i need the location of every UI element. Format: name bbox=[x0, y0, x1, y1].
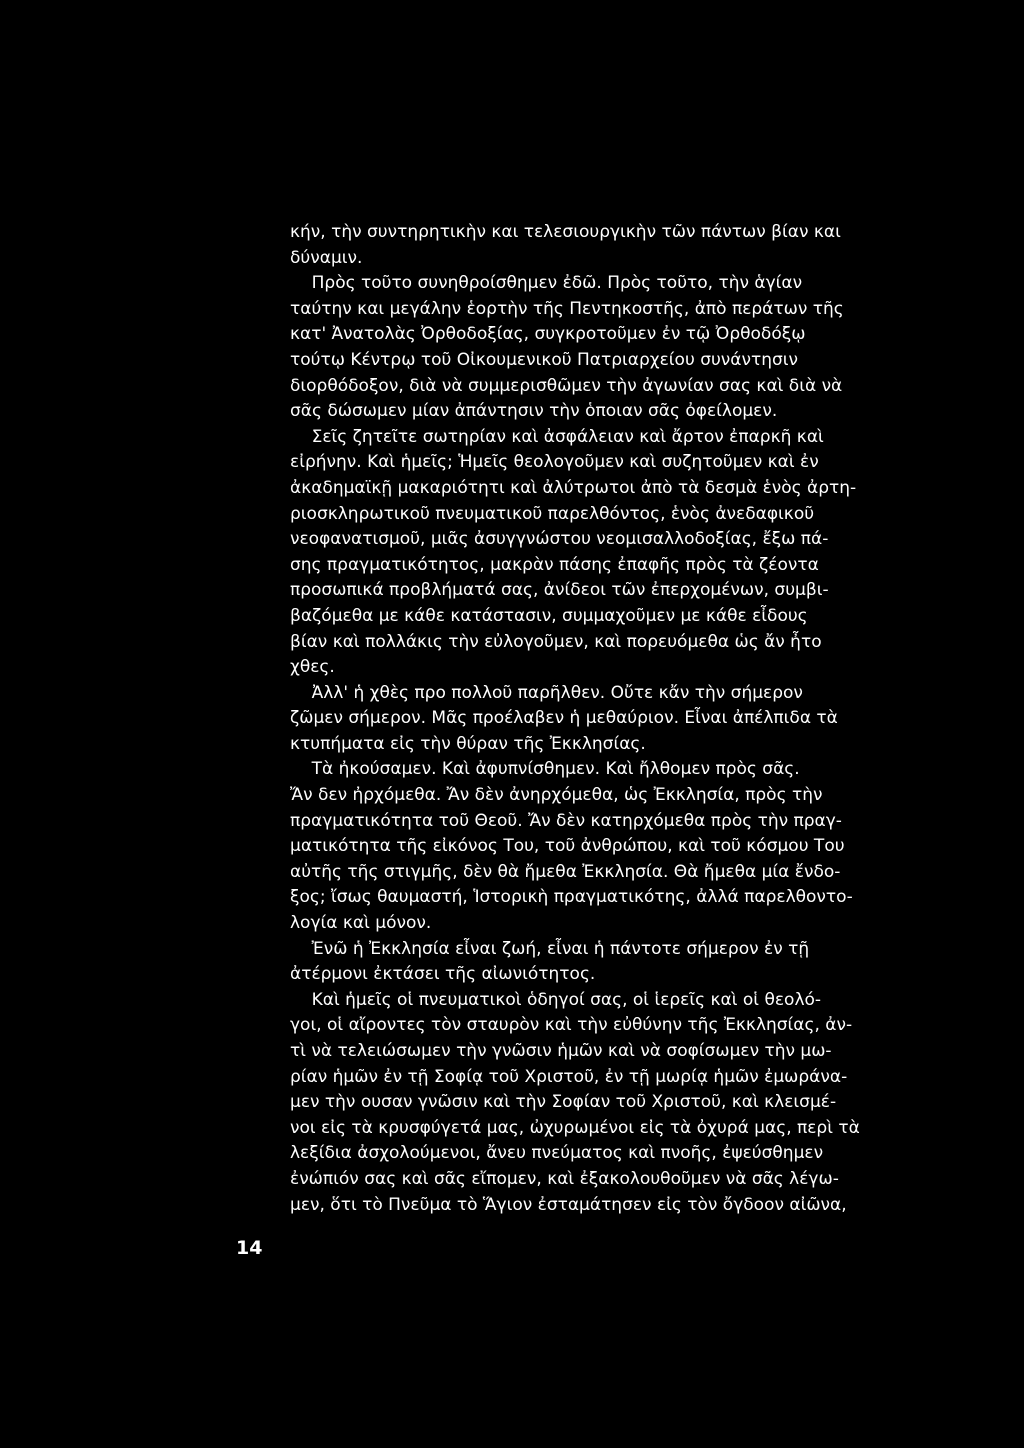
body-text bbox=[290, 220, 900, 1218]
text-line: κατ' Ἀνατολὰς Ὀρθοδοξίας, συγκροτοῦμεν ἐν τῷ Ὀρθοδόξῳ bbox=[290, 324, 806, 345]
text-line: λογία καὶ μόνον. bbox=[290, 913, 432, 934]
text-line: Ἐνῶ ἡ Ἐκκλησία εἶναι ζωή, εἶναι ἡ πάντοτε σήμερον ἐν τῇ bbox=[290, 938, 810, 959]
text-line: νεοφανατισμοῦ, μιᾶς ἀσυγγνώστου νεομισαλλοδοξίας, ἔξω πά- bbox=[290, 529, 829, 550]
text-line: βαζόμεθα με κάθε κατάστασιν, συμμαχοῦμεν με κάθε εἶδους bbox=[290, 605, 808, 626]
text-line: Καὶ ἡμεῖς οἱ πνευματικοὶ ὁδηγοί σας, οἱ ἱερεῖς καὶ οἱ θεολό- bbox=[290, 989, 822, 1010]
text-line: κτυπήματα εἰς τὴν θύραν τῆς Ἐκκλησίας. bbox=[290, 733, 646, 754]
text-line: ἐνώπιόν σας καὶ σᾶς εἴπομεν, καὶ ἐξακολουθοῦμεν νὰ σᾶς λέγω- bbox=[290, 1168, 839, 1189]
text-line: γοι, οἱ αἴροντες τὸν σταυρὸν καὶ τὴν εὐθύνην τῆς Ἐκκλησίας, ἀν- bbox=[290, 1015, 853, 1036]
text-line: ἀκαδημαϊκῇ μακαριότητι καὶ ἀλύτρωτοι ἀπὸ τὰ δεσμὰ ἑνὸς ἀρτη- bbox=[290, 477, 857, 498]
text-line: αὐτῆς τῆς στιγμῆς, δὲν θὰ ἤμεθα Ἐκκλησία. Θὰ ἤμεθα μία ἔνδο- bbox=[290, 861, 841, 882]
text-line: σᾶς δώσωμεν μίαν ἀπάντησιν τὴν ὁποιαν σᾶς ὀφείλομεν. bbox=[290, 401, 778, 422]
text-line: προσωπικά προβλήματά σας, ἀνίδεοι τῶν ἐπερχομένων, συμβι- bbox=[290, 580, 829, 601]
text-line: βίαν καὶ πολλάκις τὴν εὐλογοῦμεν, καὶ πορευόμεθα ὡς ἄν ἦτο bbox=[290, 631, 822, 652]
text-line: πραγματικότητα τοῦ Θεοῦ. Ἄν δὲν κατηρχόμεθα πρὸς τὴν πραγ- bbox=[290, 810, 842, 831]
text-line: Ἀλλ' ἡ χθὲς προ πολλοῦ παρῆλθεν. Οὔτε κἄν τὴν σήμερον bbox=[290, 682, 803, 703]
text-line: τὶ νὰ τελειώσωμεν τὴν γνῶσιν ἡμῶν καὶ νὰ σοφίσωμεν τὴν μω- bbox=[290, 1041, 832, 1061]
text-line: ἀτέρμονι ἐκτάσει τῆς αἰωνιότητος. bbox=[290, 964, 596, 985]
text-line: ρίαν ἡμῶν ἐν τῇ Σοφίᾳ τοῦ Χριστοῦ, ἐν τῇ μωρίᾳ ἡμῶν ἐμωράνα- bbox=[290, 1066, 848, 1087]
text-line: δύναμιν. bbox=[290, 247, 363, 268]
text-line: ταύτην και μεγάλην ἑορτὴν τῆς Πεντηκοστῆς, ἀπὸ περάτων τῆς bbox=[290, 298, 844, 319]
text-line: μεν τὴν ουσαν γνῶσιν καὶ τὴν Σοφίαν τοῦ Χριστοῦ, καὶ κλεισμέ- bbox=[290, 1092, 837, 1113]
text-line: κήν, τὴν συντηρητικὴν και τελεσιουργικὴν τῶν πάντων βίαν και bbox=[290, 222, 841, 242]
text-line: εἰρήνην. Καὶ ἡμεῖς; Ἡμεῖς θεολογοῦμεν καὶ συζητοῦμεν καὶ ἐν bbox=[290, 452, 819, 473]
text-line: τούτῳ Κέντρῳ τοῦ Οἰκουμενικοῦ Πατριαρχείου συνάντησιν bbox=[290, 349, 799, 370]
text-line: Τὰ ἠκούσαμεν. Καὶ ἀφυπνίσθημεν. Καὶ ἤλθομεν πρὸς σᾶς. bbox=[290, 759, 800, 780]
text-line: Σεῖς ζητεῖτε σωτηρίαν καὶ ἀσφάλειαν καὶ ἄρτον ἐπαρκῆ καὶ bbox=[290, 426, 824, 447]
text-line: Πρὸς τοῦτο συνηθροίσθημεν ἐδῶ. Πρὸς τοῦτο, τὴν ἁγίαν bbox=[290, 273, 803, 294]
text-line: διορθόδοξον, διὰ νὰ συμμερισθῶμεν τὴν ἀγωνίαν σας καὶ διὰ νὰ bbox=[290, 375, 843, 396]
text-line: ματικότητα τῆς εἰκόνος Του, τοῦ ἀνθρώπου, καὶ τοῦ κόσμου Του bbox=[290, 836, 845, 857]
text-line: ριοσκληρωτικοῦ πνευματικοῦ παρελθόντος, ἑνὸς ἀνεδαφικοῦ bbox=[290, 503, 815, 524]
text-line: σης πραγματικότητος, μακρὰν πάσης ἐπαφῆς πρὸς τὰ ζέοντα bbox=[290, 554, 819, 575]
text-line: χθες. bbox=[290, 657, 335, 678]
page-number: 14 bbox=[236, 1237, 263, 1259]
text-line: ζῶμεν σήμερον. Μᾶς προέλαβεν ἡ μεθαύριον. Εἶναι ἀπέλπιδα τὰ bbox=[290, 708, 838, 729]
text-line: λεξίδια ἀσχολούμενοι, ἄνευ πνεύματος καὶ πνοῆς, ἐψεύσθημεν bbox=[290, 1143, 824, 1164]
text-line: ξος; ἴσως θαυμαστή, Ἱστορικὴ πραγματικότης, ἀλλά παρελθοντο- bbox=[290, 887, 853, 908]
text-line: Ἄν δεν ἠρχόμεθα. Ἄν δὲν ἀνηρχόμεθα, ὡς Ἐκκλησία, πρὸς τὴν bbox=[290, 785, 823, 806]
text-line: μεν, ὅτι τὸ Πνεῦμα τὸ Ἅγιον ἐσταμάτησεν εἰς τὸν ὄγδοον αἰῶνα, bbox=[290, 1194, 847, 1215]
text-line: νοι εἰς τὰ κρυσφύγετά μας, ὠχυρωμένοι εἰς τὰ ὀχυρά μας, περὶ τὰ bbox=[290, 1117, 860, 1138]
